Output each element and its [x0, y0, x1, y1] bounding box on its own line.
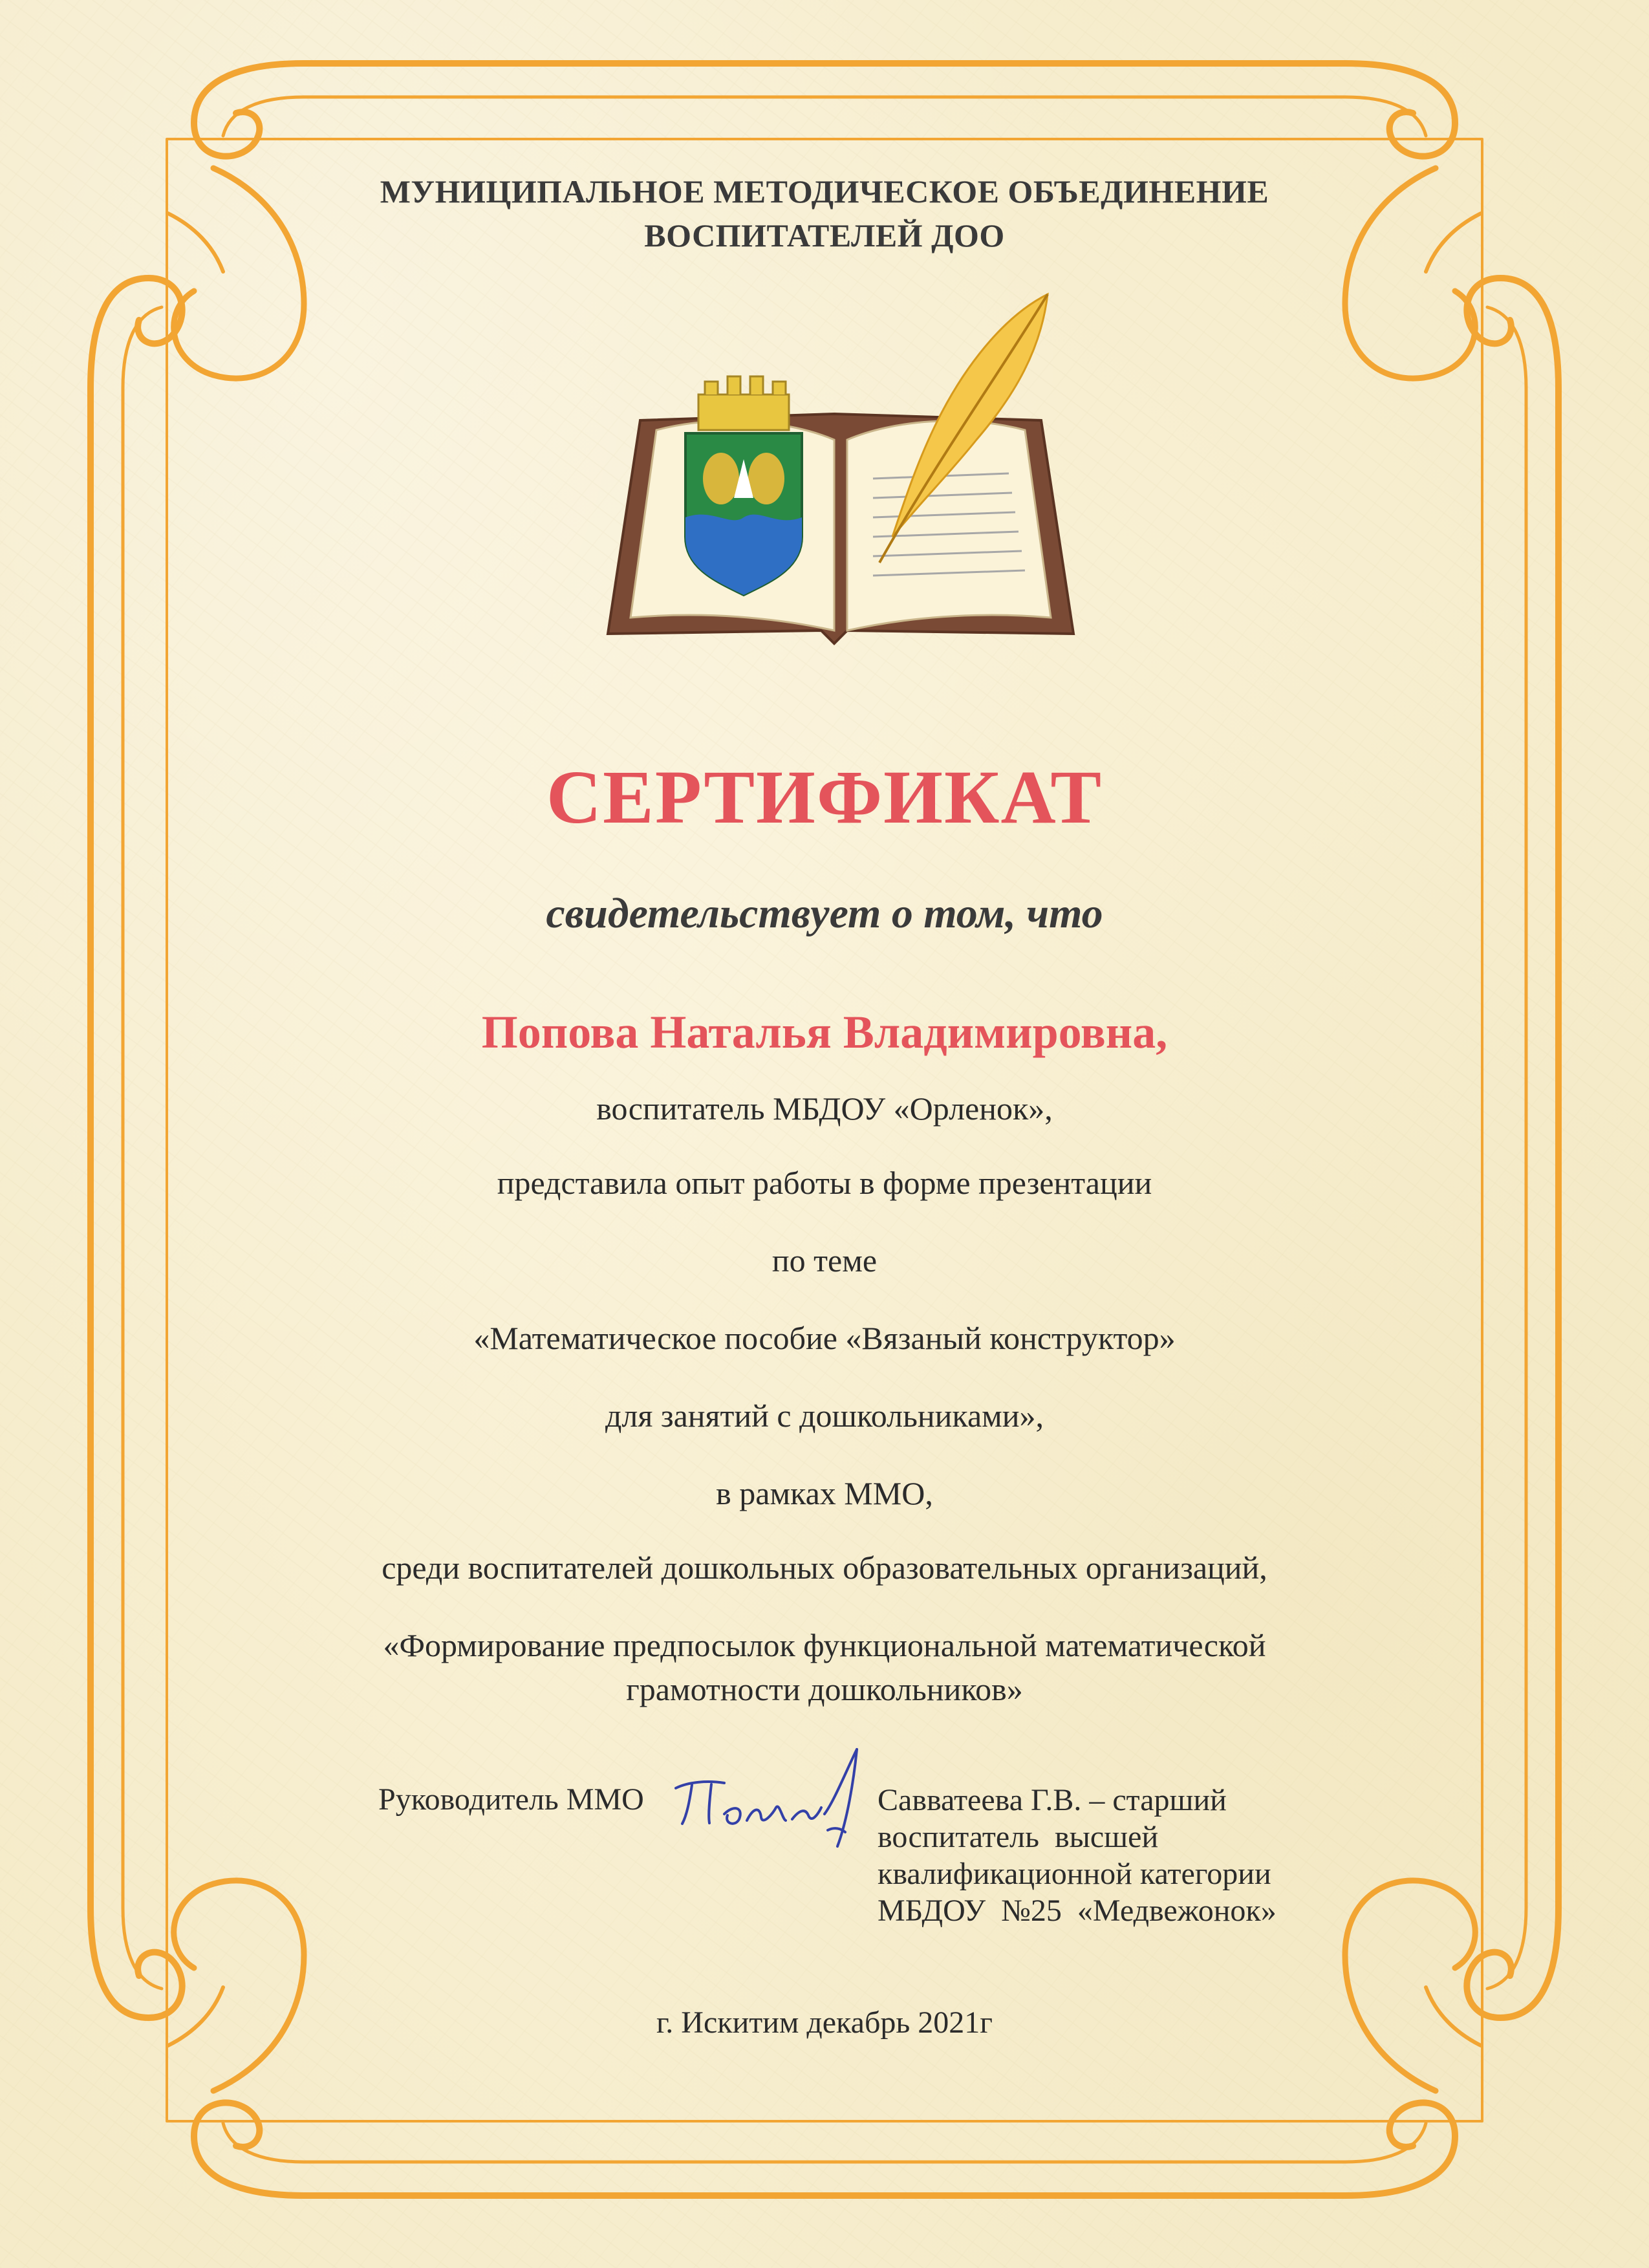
certificate-subtitle: свидетельствует о том, что: [546, 890, 1103, 937]
signature-block: [0, 1782, 1649, 1976]
body-line-topic-label: по теме: [771, 1242, 878, 1279]
body-line-topic-2: для занятий с дошкольниками»,: [605, 1398, 1044, 1434]
signer-info-line-3: квалификационной категории: [878, 1857, 1271, 1891]
organization-line-1: МУНИЦИПАЛЬНОЕ МЕТОДИЧЕСКОЕ ОБЪЕДИНЕНИЕ: [380, 173, 1269, 210]
signer-info: [878, 1782, 1277, 1929]
place-date: г. Искитим декабрь 2021г: [656, 2005, 993, 2040]
handwritten-signature: [663, 1743, 876, 1853]
recipient-name: Попова Наталья Владимировна,: [481, 1006, 1168, 1058]
body-line-event-2: грамотности дошкольников»: [626, 1671, 1023, 1707]
certificate-title: СЕРТИФИКАТ: [546, 755, 1103, 839]
signer-info-line-4: МБДОУ №25 «Медвежонок»: [878, 1894, 1277, 1928]
body-line-presentation: представила опыт работы в форме презентации: [497, 1165, 1152, 1201]
organization-header: [0, 169, 1649, 257]
body-line-topic-1: «Математическое пособие «Вязаный конструктор»: [473, 1320, 1176, 1356]
body-line-audience: среди воспитателей дошкольных образовательных организаций,: [382, 1550, 1267, 1586]
signer-info-line-2: воспитатель высшей: [878, 1820, 1159, 1854]
signer-info-line-1: Савватеева Г.В. – старший: [878, 1783, 1227, 1817]
signature-label: Руководитель ММО: [378, 1782, 644, 1817]
recipient-position: воспитатель МБДОУ «Орленок»,: [596, 1090, 1053, 1127]
body-line-event-1: «Формирование предпосылок функциональной математической: [383, 1627, 1266, 1663]
organization-line-2: ВОСПИТАТЕЛЕЙ ДОО: [644, 217, 1005, 254]
body-line-mmo: в рамках ММО,: [716, 1475, 933, 1511]
emblem-icon: [601, 291, 1080, 653]
